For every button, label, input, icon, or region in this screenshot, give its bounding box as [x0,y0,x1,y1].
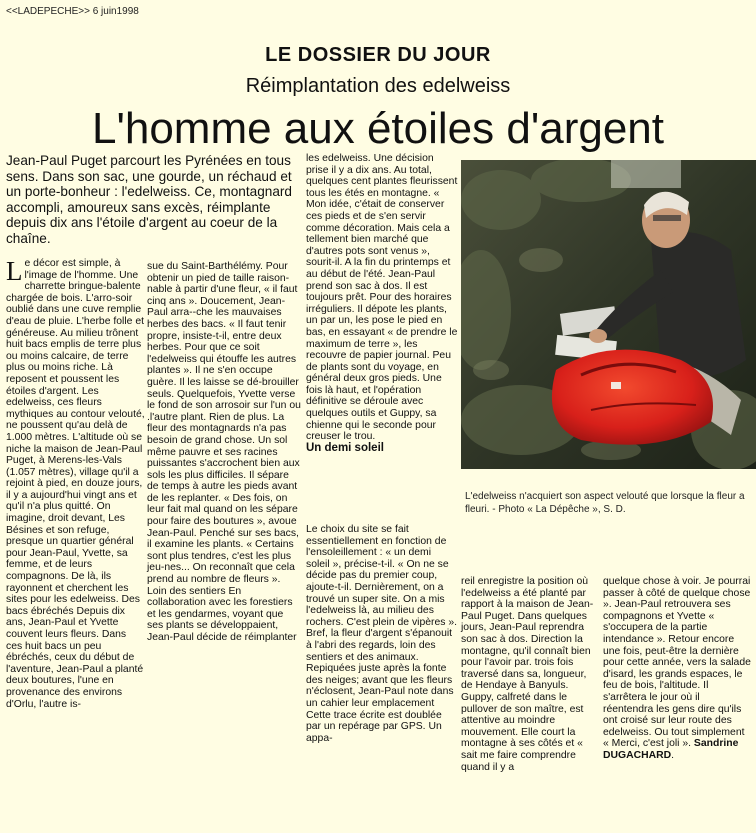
author-signature: Sandrine DUGACHARD [603,738,739,761]
signature-period: . [671,749,675,761]
source-dateline: <<LADEPECHE>> 6 juin1998 [6,6,139,17]
article-column-3-continued [306,524,457,744]
article-headline: L'homme aux étoiles d'argent [91,104,665,153]
article-lead: Jean-Paul Puget parcourt les Pyrénées en tous sens. Dans son sac, une gourde, un réchaud et un porte-bonheur : l'edelweiss. Ce, montagnard accompli, amoureux sans excès, réimplante depuis dix ans l'étoile d'argent au coeur de la chaîne. [6,153,292,246]
article-photo [461,160,756,469]
column-1-text: e décor est simple, à l'image de l'homme. Une charrette bringue-balente chargée de bois. L'arro-soir oublié dans une cuve remplie d'eau de pluie. L'herbe folle et généreuse. Au milieu trônent huit bacs emplis de terre plus ou moins calcaire, de terre plus ou moins riche. Là reposent et poussent les étoiles d'argent. Les edelweiss, ces fleurs mythiques au contour velouté, ne poussent qu'au delà de 1.000 mètres. L'altitude où se niche la maison de Jean-Paul Puget, à Merens-les-Vals (1.057 mètres), village qu'il a rejoint à pied, en douze jours, il y a aujourd'hui vingt ans et qu'il n'a plus quitté. On imagine, droit devant, Les Bésines et son refuge, presque un quartier général pour Jean-Paul, Yvette, sa femme, et de leurs compagnons. De là, ils rayonnent et cherchent les sites pour les edelweiss. Des bacs ébréchés Depuis dix ans, Jean-Paul et Yvette couvent leurs fleurs. Dans ces huit bacs un peu ébréchés, ceux du début de l'aventure, Jean-Paul a planté deux boutures, l'une en provenance des environs d'Orlu, l'autre is- [6,258,145,710]
column-4-text: reil enregistre la position où l'edelweiss a été planté par rapport à la maison de Jean-Paul Puget. Dans quelques jours, Jean-Paul reprendra son sac à dos. Direction la montagne, qu'il connaît bien pour l'avoir par. trois fois traversé dans sa, longueur, de Hendaye à Banyuls. Guppy, calfreté dans le pullover de son maître, est attentive au moindre mouvement. Elle court la montagne à ses côtés et « sait me faire comprendre quand il y a [461,576,594,773]
article-column-5 [603,576,751,762]
section-subkicker: Réimplantation des edelweiss [245,75,511,97]
column-3-text: les edelweiss. Une décision prise il y a dix ans. Au total, quelques cent plantes fleurissent tous les étés en montagne. « Mon idée, c'était de conserver ces pieds et de s'en servir comme décoration. Mais cela a tellement bien marché que d'autres pots sont venus », sourit-il. A la fin du printemps et au début de l'été. Jean-Paul prend son sac à dos. Il est toujours prêt. Pour des horaires irréguliers. Il dépote les plants, un par un, les pose le pied en bas, en essayant « de prendre le maximum de terre », les recouvre de papier journal. Peu de plants sont du voyage, en général deux gros pieds. Une fois là haut, et l'opération définitive se déroule avec quelques outils et Guppy, sa chienne qui le seconde pour creuser le trou. [306,153,458,443]
article-column-3 [306,153,458,454]
drop-cap: L [6,256,23,286]
man-kneeling-with-red-backpack-photo [461,160,756,469]
section-kicker: LE DOSSIER DU JOUR [265,44,491,66]
column-5-text: quelque chose à voir. Je pourrai passer à côté de quelque chose ». Jean-Paul retrouvera ses compagnons et Yvette « s'occupera de la partie intendance ». Retour encore une fois, peut-être la dernière pour cette année, vers la salade d'isard, les grands espaces, le feu de bois, l'altitude. Il s'arrêtera le jour où il réentendra les gens dire qu'ils ont croisé sur leur route des edelweiss. Ou tout simplement « Merci, c'est joli ». [603,576,751,750]
article-column-2 [147,261,302,644]
intertitle: Un demi soleil [306,441,384,454]
article-column-4 [461,576,599,773]
column-3b-text: Le choix du site se fait essentiellement en fonction de l'ensoleillement : « un demi soleil », précise-t-il. « On ne se décide pas du premier coup, ajoute-t-il. Dernièrement, on a trouvé un super site. On a mis l'edelweiss là, au milieu des rochers. C'est plein de vipères ». Bref, la fleur d'argent s'épanouit à l'abri des regards, loin des sentiers et des animaux. Repiquées juste après la fonte des neiges; avant que les fleurs n'éclosent, Jean-Paul note dans un cahier leur emplacement Cette trace écrite est doublée par un repérage par GPS. Un appa- [306,524,457,744]
column-2-text: sue du Saint-Barthélémy. Pour obtenir un pied de taille raison-nable à partir d'une fleur, « il faut cinq ans ». Doucement, Jean-Paul arra--che les mauvaises herbes des bacs. « Il faut tenir propre, insiste-t-il, entre deux herbes. Pour que ce soit l'edelweiss qui étouffe les autres plantes ». Il ne s'en occupe guère. Il les laisse se dé-brouiller seuls. Quelquefois, Yvette verse le fond de son arrosoir sur l'un ou .l'autre plant. Rien de plus. La fleur des montagnards n'a pas besoin de grand chose. Un sol même pauvre et ses racines puissantes s'accrochent bien aux sols les plus difficiles. Il sépare de temps à autre les pieds avant de les replanter. « Des fois, on leur fait mal quand on les sépare pour faire des boutures », avoue Jean-Paul. Penché sur ses bacs, il examine les plants. « Certains sont plus tendres, c'est les plus jeu-nes... On reconnaît que cela prend au nombre de fleurs ». Loin des sentiers En collaboration avec les forestiers et les gendarmes, voyant que ses plants se développaient, Jean-Paul décide de réimplanter [147,261,301,643]
article-column-1 [6,258,145,710]
photo-caption: L'edelweiss n'acquiert son aspect velouté que lorsque la fleur a fleuri. - Photo « La Dépêche », S. D. [465,491,745,515]
